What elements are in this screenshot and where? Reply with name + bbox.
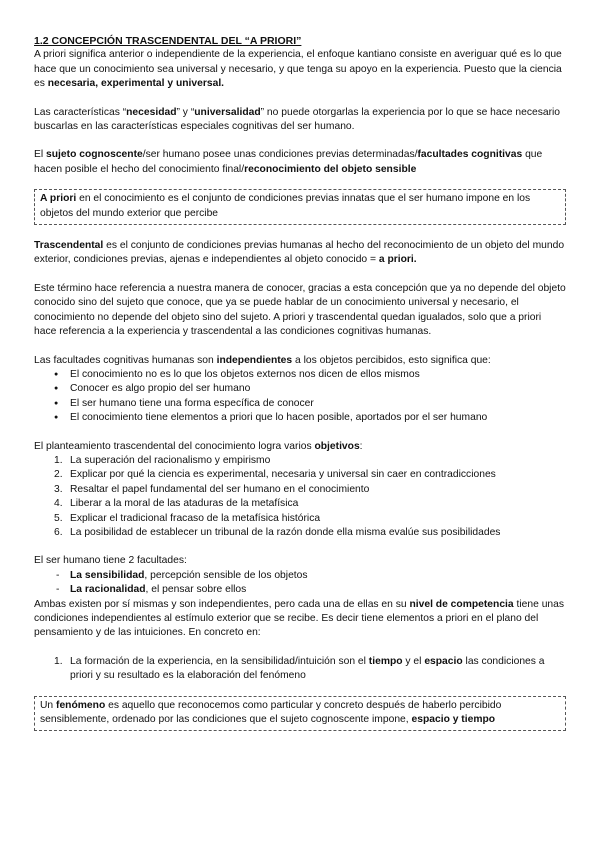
objectives-intro xyxy=(34,440,566,454)
bold-tiempo: tiempo xyxy=(368,655,403,667)
text-span: Un xyxy=(40,699,57,711)
text-span: El xyxy=(34,149,47,161)
bold-sensibilidad: La sensibilidad xyxy=(70,569,145,581)
text-span: es aquello que reconocemos como particular y concreto después de haberlo percibido sensiblemente, ordenado por las condiciones que el sujeto cognoscente impone, xyxy=(40,699,502,726)
bold-universalidad: universalidad xyxy=(194,106,261,118)
item-text: La superación del racionalismo y empirismo xyxy=(70,454,271,466)
two-faculties-line: El ser humano tiene 2 facultades: xyxy=(34,555,187,567)
list-item xyxy=(34,526,566,540)
item-text: Explicar por qué la ciencia es experimental, necesaria y universal sin caer en contradicciones xyxy=(70,469,496,481)
text-span: Ambas existen por sí mismas y son independientes, pero cada una de ellas en su xyxy=(34,598,410,610)
text-span: La formación de la experiencia, en la sensibilidad/intuición son el xyxy=(70,655,369,667)
list-item: ● El ser humano tiene una forma específica de conocer xyxy=(34,397,566,411)
text-span: tiene unas condiciones independientes al estímulo exterior que se recibe. Es decir tiene elementos a priori en el plano del pensamiento y de las intuiciones. En concreto en: xyxy=(34,598,565,639)
subject-paragraph xyxy=(34,148,566,177)
list-item xyxy=(34,454,566,468)
apriori-definition-box xyxy=(34,189,566,225)
bold-facultades: facultades cognitivas xyxy=(417,149,523,161)
item-text: La posibilidad de establecer un tribunal de la razón donde ella misma evalúe sus posibilidades xyxy=(70,526,501,538)
bold-reconocimiento: reconocimiento del objeto sensible xyxy=(244,163,417,175)
list-item xyxy=(34,468,566,482)
bold-espacio: espacio xyxy=(424,655,463,667)
intro-bold: necesaria, experimental y universal. xyxy=(47,78,225,90)
intro-text: A priori significa anterior o independiente de la experiencia, el enfoque kantiano consiste en averiguar qué es lo que hace que un conocimiento sea universal y necesario, y que tenga su apoyo en la experiencia. Puesto que la ciencia es xyxy=(34,49,562,90)
text-span: las condiciones a priori y su resultado es la elaboración del fenómeno xyxy=(70,655,545,682)
text-span: ” no puede otorgarlas la experiencia por lo que se hace necesario buscarlas en las características especiales cognitivas del ser humano. xyxy=(34,106,561,133)
formation-list xyxy=(34,655,566,684)
bold-trascendental: Trascendental xyxy=(34,240,104,252)
item-number: 1. xyxy=(54,655,63,667)
intro-paragraph xyxy=(34,48,566,91)
bold-a-priori-end: a priori. xyxy=(378,254,417,266)
document-content xyxy=(34,34,566,731)
text-span: Las características “ xyxy=(34,106,127,118)
transcendental-paragraph xyxy=(34,239,566,268)
item-text: Liberar a la moral de las ataduras de la metafísica xyxy=(70,498,299,510)
text-span: /ser humano posee unas condiciones previas determinadas/ xyxy=(142,149,418,161)
text-span: es el conjunto de condiciones previas humanas al hecho del reconocimiento de un objeto del mundo exterior, condiciones previas, ajenas e independientes al objeto conocido = xyxy=(34,240,565,266)
bold-necesidad: necesidad xyxy=(126,106,177,118)
item-number: 5. xyxy=(54,512,63,524)
list-item: ● El conocimiento tiene elementos a priori que lo hacen posible, aportados por el ser humano xyxy=(34,411,566,425)
list-item xyxy=(34,512,566,526)
section-title: 1.2 CONCEPCIÓN TRASCENDENTAL DEL “A PRIORI” xyxy=(34,35,302,47)
item-text: , percepción sensible de los objetos xyxy=(144,569,308,581)
item-text: Explicar el tradicional fracaso de la metafísica histórica xyxy=(70,512,321,524)
bold-a-priori: A priori xyxy=(40,193,77,205)
list-item: ● Conocer es algo propio del ser humano xyxy=(34,382,566,396)
item-text: Resaltar el papel fundamental del ser humano en el conocimiento xyxy=(70,483,370,495)
bullet-list xyxy=(34,368,566,426)
item-number: 4. xyxy=(54,498,63,510)
bold-objetivos: objetivos xyxy=(314,440,360,452)
list-item xyxy=(34,655,566,684)
list-item xyxy=(34,583,566,597)
list-item xyxy=(34,497,566,511)
bold-fenomeno: fenómeno xyxy=(56,699,106,711)
item-number: 2. xyxy=(54,469,63,481)
bold-nivel-competencia: nivel de competencia xyxy=(409,598,514,610)
item-number: 1. xyxy=(54,454,63,466)
item-number: 6. xyxy=(54,526,63,538)
text-span: ” y “ xyxy=(176,106,195,118)
text-span: que hacen posible el hecho del conocimiento final/ xyxy=(34,149,543,175)
text-span: a los objetos percibidos, esto significa que: xyxy=(292,354,491,366)
bold-sujeto: sujeto cognoscente xyxy=(46,149,143,161)
faculties-list xyxy=(34,569,566,598)
text-span: El planteamiento trascendental del conocimiento logra varios xyxy=(34,440,315,452)
faculties-intro xyxy=(34,354,566,368)
list-item xyxy=(34,483,566,497)
objectives-list xyxy=(34,454,566,540)
item-text: , el pensar sobre ellos xyxy=(145,584,247,596)
text-span: y el xyxy=(402,655,425,667)
list-item: ● El conocimiento no es lo que los objetos externos nos dicen de ellos mismos xyxy=(34,368,566,382)
text-span: Las facultades cognitivas humanas son xyxy=(34,354,217,366)
characteristics-paragraph xyxy=(34,106,566,135)
bold-independientes: independientes xyxy=(216,354,293,366)
text-span: en el conocimiento es el conjunto de condiciones previas innatas que el ser humano impone en los objetos del mundo exterior que percibe xyxy=(40,193,531,219)
list-item xyxy=(34,569,566,583)
bold-espacio-tiempo: espacio y tiempo xyxy=(411,714,496,726)
both-paragraph xyxy=(34,598,566,641)
item-number: 3. xyxy=(54,483,63,495)
phenomenon-definition-box xyxy=(34,696,566,732)
term-paragraph: Este término hace referencia a nuestra manera de conocer, gracias a esta concepción que ya no depende del objeto conocido sino del sujeto que conoce, que ya se puede hablar de un conocimiento universal y necesario, el conocimiento no depende del objeto sino del sujeto. A priori y trascendental quedan igualados, solo que a priori hace referencia a la experiencia y trascendental a las condiciones cognitivas humanas. xyxy=(34,282,566,338)
text-span: : xyxy=(359,440,363,452)
bold-racionalidad: La racionalidad xyxy=(70,584,146,596)
